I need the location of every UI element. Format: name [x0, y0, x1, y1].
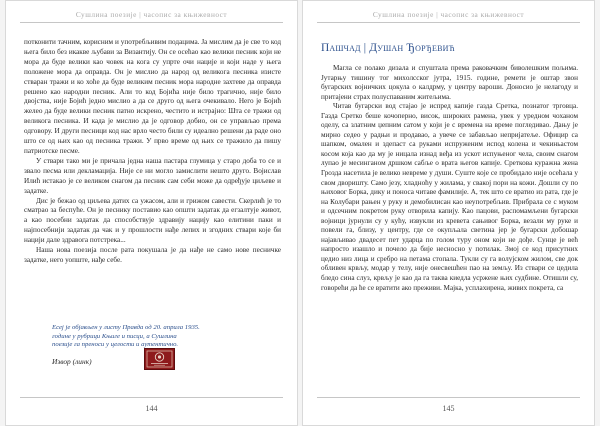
story-text [321, 64, 578, 293]
left-page [5, 0, 298, 426]
essay-text [24, 38, 281, 266]
story-title: Пашчад | Душан Ђорђевић [321, 42, 455, 54]
journal-emblem-icon [144, 348, 175, 370]
footer-rule [317, 397, 580, 398]
header-rule [20, 22, 283, 23]
footer-rule [20, 397, 283, 398]
note-line: године у рубрици Књиге и писци, а Сушлина [52, 332, 177, 340]
running-head-left: Сушлина поезије | часопис за књижевност [75, 10, 228, 19]
paragraph: Читав бугарски вод стајао је испред капије газда Сретка, познатог трговца. Газда Сретко беше кочоперно, висок, широких рамена, увек у уредном чоханом оделу, са златним џепним сатом у који је с времена на време погледивао. Дању је мирно седео у радњи и продавао, а увече се забављао непријатеље. Официр са шапком, омален и здепаст са руками испруженим испод колена и чекиньастом косом која као да му је ницала изнад веђа из ускот испуњеног чела, своим снагом лупао је месинганом дршком сабље о врата његов капије. Сретковa куражнa женa Грозда насетила је велико невреме у души. Суште које се пробидало није осећала у свом дворишту. Само језу, хладноћу у жилама, у свакој пори на кожи. Дошли су по њиховог Борка, дику и поноса читаве фамилије. А, тек што се вратио из рата, где је на Колубари рањен у руку и демобилисан као неупотребљив. Прибрала се с муком и одсечним покретом руку отворила капију. Као пацови, распомамљени бугарски војници јурнули су у кућу, извукли из кревета сањивог Борка, везали му руке и повели га, близу, у центру, где се окупљала светина јер је бугарски добошар најављивао двадесет пет ударца по голом туру оном који не дође. Сунце је већ напросто изашло и почело да бије несносно у потилак. Змој се код присутних цедио низ лица и сребро на петама стопала. Тукли су га волујском жилом, све док обливен крвљу, модар у телу, није онесвешћен пао на земљу. Из ствари се цедила бледо сина слуз, крвљу је као да га таква киедла усржене њих судбине. Отишли су, говорећи да ће се вратити ако преживи. Мајка, усплахирена, живих покрета, са [321, 102, 578, 292]
paragraph: Дис је бежао од циљева датих са ужасом, али и грижом савести. Скерлић је то сматрао за беспуће. Он је песнику поставио као општи задатак да егзалтује живот, а као посебни задатак да способствује здравију нацију као елитини паки и најпосебнији задатак да чак и у прошлости нађе лепих и згодних ствари које би нацији дале здравога потстрека... [24, 196, 281, 245]
paragraph: Наша нова поезија после рата покушала је да нађе не само нове песничке задатке, него уопште, нађе себе. [24, 246, 281, 264]
paragraph: У ствари тако ми је причала једна наша пастара глумица у старо доба то се и звало песма или декламација. Није се ни могло замислити нешто друго. Војислав Илић истакао је се великом снагом да песник сам себи може да одређује циљеве и задатке. [24, 156, 281, 195]
publication-note [52, 324, 210, 350]
paragraph: потконити тачним, корисним и употребљивим подацима. Ја мислим да је све то код њега било без икакве љубави за Византију. Он се осећао као велики песник који не мора да буде велики као човек на кога су упрте очи нације и који наде у њега положене мора да оправда. Он је мислио да народ од великога песника изисте стваран тражи и ко хоће да буде великим песник мора народне захтеве да оправда решено као народни песник. Али то код Бојића није било трагично, није било двојства, није Бојић једно мислио а да се друго од њега очекивало. Него је Бојић желео да буде велики песник патно искрено, честито и истрајно: Шта се тражи од великога песника. И када је мислио да је одговор добио, он се управљао према одговору. И други песници код нас врло често били су идеално решени да раде оно што се од њих као од песника тражи. У прво време од њих се тражило да пишу патриотске песме. [24, 38, 281, 155]
note-line: поезије га преноси у целости и аутентично. [52, 341, 179, 348]
source-link[interactable]: Извор (линк) [52, 357, 92, 366]
header-rule [317, 22, 580, 23]
right-page [302, 0, 595, 426]
page-number-right: 145 [442, 404, 455, 413]
paragraph: Магла се полако дизала и спуштала према раковачким биволешким пољима. Јутарњу тишину тог миxoлсског јутра, 1915. године, ремети је оштар звон бугарских војничких цокула о калдрму, у центру вароши. Доносио је нелагоду и притајени страх полуспаваним житељима. [321, 64, 578, 101]
running-head-right: Сушлина поезије | часопис за књижевност [372, 10, 525, 19]
page-number-left: 144 [145, 404, 158, 413]
note-line: Есеј је објављен у листу Правда од 20. априла 1935. [52, 324, 200, 331]
